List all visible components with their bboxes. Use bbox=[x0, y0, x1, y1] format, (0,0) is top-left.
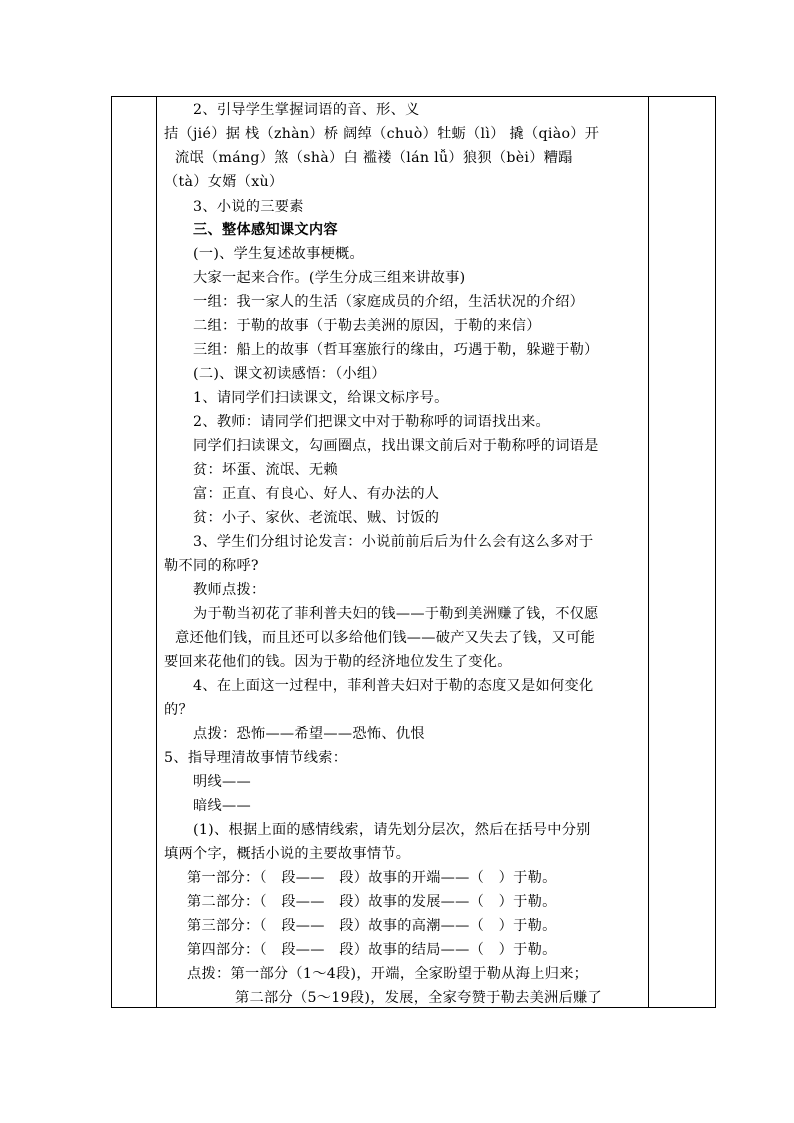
text-line: 一组：我一家人的生活（家庭成员的介绍，生活状况的介绍） bbox=[193, 294, 585, 310]
text-line: 二组：于勒的故事（于勒去美洲的原因，于勒的来信） bbox=[193, 318, 541, 334]
text-line: 第四部分：（ 段—— 段）故事的结局——（ ）于勒。 bbox=[187, 942, 557, 958]
text-line: 为于勒当初花了菲利普夫妇的钱——于勒到美洲赚了钱，不仅愿 bbox=[193, 606, 599, 622]
text-line: 同学们扫读课文，勾画圈点，找出课文前后对于勒称呼的词语是 bbox=[193, 438, 599, 454]
text-line: 暗线—— bbox=[193, 798, 251, 814]
text-line: 第一部分：（ 段—— 段）故事的开端——（ ）于勒。 bbox=[187, 870, 557, 886]
text-line: 第三部分：（ 段—— 段）故事的高潮——（ ）于勒。 bbox=[187, 918, 557, 934]
text-line: 的？ bbox=[164, 702, 193, 718]
text-line: 第二部分：（ 段—— 段）故事的发展——（ ）于勒。 bbox=[187, 894, 557, 910]
text-line: 1、请同学们扫读课文，给课文标序号。 bbox=[193, 390, 449, 406]
text-line: 第二部分（5～19段)，发展，全家夸赞于勒去美洲后赚了 bbox=[235, 990, 603, 1006]
text-line: 3、学生们分组讨论发言：小说前前后后为什么会有这么多对于 bbox=[193, 534, 594, 550]
text-line: (1)、根据上面的感情线索，请先划分层次，然后在括号中分别 bbox=[193, 822, 591, 838]
text-line: 拮（jié）据 栈（zhàn）桥 阔绰（chuò）牡蛎（lì） 撬（qiào）开 bbox=[164, 126, 600, 142]
text-line: (一)、学生复述故事梗概。 bbox=[193, 246, 365, 262]
table-row bbox=[112, 97, 716, 1008]
text-line: 5、指导理清故事情节线索： bbox=[164, 750, 348, 766]
text-line: 点拨：恐怖——希望——恐怖、仇恨 bbox=[193, 726, 425, 742]
text-line: 教师点拨： bbox=[193, 582, 266, 598]
text-line: 点拨：第一部分（1～4段)，开端，全家盼望于勒从海上归来； bbox=[187, 966, 589, 982]
text-line: 2、引导学生掌握词语的音、形、义 bbox=[193, 102, 420, 118]
text-line: 流氓（máng）煞（shà）白 褴褛（lán lǚ）狼狈（bèi）糟蹋 bbox=[175, 150, 573, 166]
text-line: 贫：坏蛋、流氓、无赖 bbox=[193, 462, 338, 478]
text-line: (二)、课文初读感悟：（小组） bbox=[193, 366, 386, 382]
right-column-cell bbox=[649, 97, 716, 1008]
text-line: 填两个字，概括小说的主要故事情节。 bbox=[164, 846, 411, 862]
text-line: 三、整体感知课文内容 bbox=[193, 222, 338, 238]
lesson-content bbox=[157, 97, 648, 1007]
text-line: 2、教师：请同学们把课文中对于勒称呼的词语找出来。 bbox=[193, 414, 551, 430]
text-line: 明线—— bbox=[193, 774, 251, 790]
content-column-cell bbox=[157, 97, 649, 1008]
text-line: 富：正直、有良心、好人、有办法的人 bbox=[193, 486, 440, 502]
text-line: 勒不同的称呼? bbox=[164, 558, 259, 574]
text-line: 要回来花他们的钱。因为于勒的经济地位发生了变化。 bbox=[164, 654, 512, 670]
text-line: （tà）女婿（xù） bbox=[164, 174, 284, 190]
text-line: 意还他们钱，而且还可以多给他们钱——破产又失去了钱，又可能 bbox=[175, 630, 596, 646]
text-line: 3、小说的三要素 bbox=[193, 199, 304, 215]
text-line: 4、在上面这一过程中，菲利普夫妇对于勒的态度又是如何变化 bbox=[193, 678, 594, 694]
text-line: 大家一起来合作。(学生分成三组来讲故事) bbox=[193, 270, 466, 286]
lesson-plan-table bbox=[111, 96, 716, 1008]
text-line: 贫：小子、家伙、老流氓、贼、讨饭的 bbox=[193, 510, 440, 526]
text-line: 三组：船上的故事（哲耳塞旅行的缘由，巧遇于勒，躲避于勒） bbox=[193, 342, 599, 358]
left-column-cell bbox=[112, 97, 157, 1008]
